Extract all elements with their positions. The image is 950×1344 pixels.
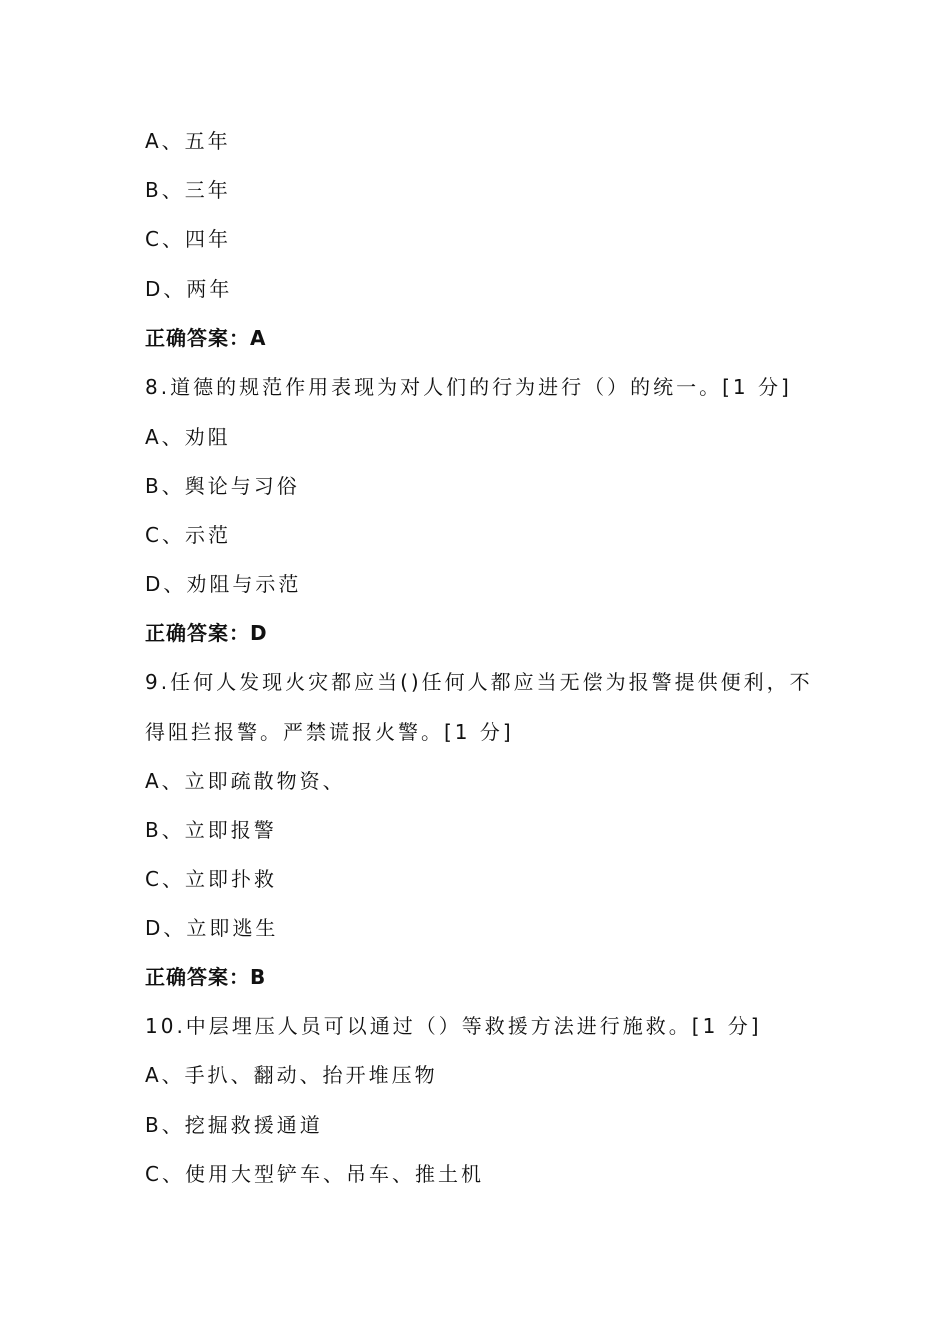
q7-option-a: A、五年 (145, 129, 231, 153)
q7-option-c: C、四年 (145, 227, 231, 251)
q9-option-d: D、立即逃生 (145, 916, 279, 940)
q10-option-c: C、使用大型铲车、吊车、推土机 (145, 1162, 484, 1186)
q9-option-b: B、立即报警 (145, 818, 277, 842)
q9-stem-line1: 9.任何人发现火灾都应当()任何人都应当无偿为报警提供便利，不 (145, 670, 813, 694)
q8-answer: 正确答案：D (145, 621, 268, 645)
q8-option-d: D、劝阻与示范 (145, 572, 302, 596)
q8-option-a: A、劝阻 (145, 425, 231, 449)
q9-answer: 正确答案：B (145, 965, 267, 989)
q9-option-c: C、立即扑救 (145, 867, 277, 891)
q9-stem-line2: 得阻拦报警。严禁谎报火警。[1 分] (145, 720, 514, 744)
q7-option-b: B、三年 (145, 178, 231, 202)
q10-option-a: A、手扒、翻动、抬开堆压物 (145, 1063, 438, 1087)
q8-option-c: C、示范 (145, 523, 231, 547)
q7-option-d: D、两年 (145, 277, 233, 301)
q8-stem: 8.道德的规范作用表现为对人们的行为进行（）的统一。[1 分] (145, 375, 792, 399)
q7-answer: 正确答案：A (145, 326, 267, 350)
q8-option-b: B、舆论与习俗 (145, 474, 300, 498)
q9-option-a: A、立即疏散物资、 (145, 769, 346, 793)
q10-option-b: B、挖掘救援通道 (145, 1113, 323, 1137)
q10-stem: 10.中层埋压人员可以通过（）等救援方法进行施救。[1 分] (145, 1014, 762, 1038)
